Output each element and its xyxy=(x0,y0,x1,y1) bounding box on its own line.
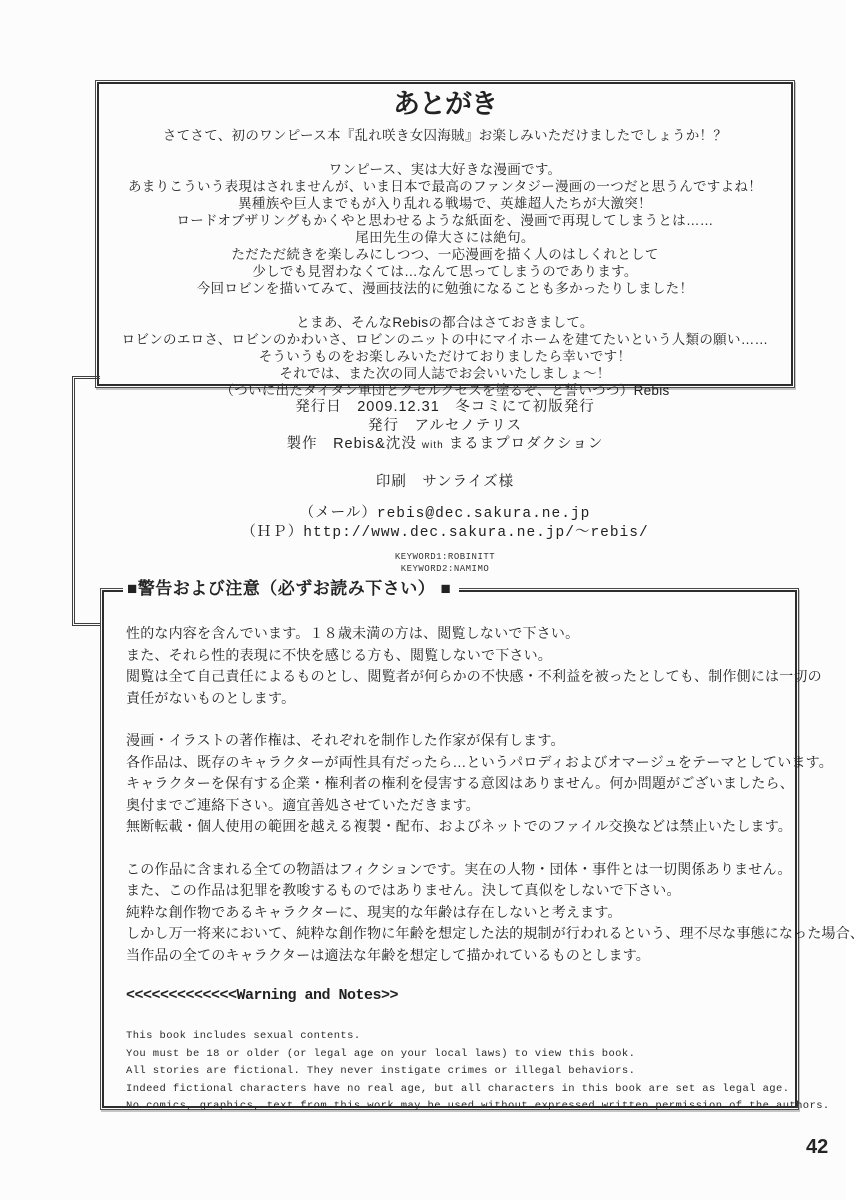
warning-line: しかし万一将来において、純粋な創作物に年齢を想定した法的規制が行われるという、理不尽な事態になった場合、 xyxy=(126,925,864,941)
warning-box xyxy=(100,579,864,1112)
colophon-publisher-line: 発行 アルセノテリス xyxy=(368,417,522,434)
warning-line: 当作品の全てのキャラクターは適法な年齢を想定して描かれているものとします。 xyxy=(126,946,650,963)
warning-english-paragraph xyxy=(126,1028,830,1116)
colophon-printer-line: 印刷 サンライズ様 xyxy=(375,473,515,490)
warning-heading-jp: ■警告および注意（必ずお読み下さい） ■ xyxy=(123,579,459,599)
keyword-line-2: KEYWORD2:NAMIMO xyxy=(400,564,490,574)
page-number: 42 xyxy=(806,1136,829,1158)
warning-en-line: All stories are fictional. They never instigate crimes or illegal behaviors. xyxy=(126,1065,636,1077)
warning-paragraph-2 xyxy=(126,730,833,838)
warning-line: また、それら性的表現に不快を感じる方も、閲覧しないで下さい。 xyxy=(126,646,552,663)
afterword-line: そういうものをお楽しみいただけておりましたら幸いです！ xyxy=(258,349,632,364)
warning-line: 閲覧は全て自己責任によるものとし、閲覧者が何らかの不快感・不利益を被ったとしても、制作側には一切の xyxy=(126,668,822,684)
warning-en-line: You must be 18 or older (or legal age on your local laws) to view this book. xyxy=(126,1047,636,1060)
colophon-mail-line: （メール）rebis@dec.sakura.ne.jp xyxy=(299,506,591,522)
warning-paragraph-3 xyxy=(126,859,864,967)
afterword-box xyxy=(95,80,795,398)
afterword-line: 少しでも見習わなくては…なんて思ってしまうのであります。 xyxy=(252,264,638,279)
afterword-line: 異種族や巨人までもが入り乱れる戦場で、英雄超人たちが大激突！ xyxy=(238,196,652,211)
warning-line: 各作品は、既存のキャラクターが両性具有だったら…というパロディおよびオマージュをテーマとしています。 xyxy=(126,753,833,770)
afterword-paragraph-2 xyxy=(96,314,794,399)
afterword-line: ロビンのエロさ、ロビンのかわいさ、ロビンのニットの中にマイホームを建てたいという人類の願い…… xyxy=(121,332,769,347)
colophon xyxy=(95,398,795,575)
warning-en-line: No comics, graphics, text from this work may be used without expressed written permission of the authors. xyxy=(126,1100,830,1112)
warning-line: 純粋な創作物であるキャラクターに、現実的な年齢は存在しないと考えます。 xyxy=(126,903,622,920)
warning-line: 無断転載・個人使用の範囲を越える複製・配布、およびネットでのファイル交換などは禁止いたします。 xyxy=(126,818,792,834)
production-with: with xyxy=(421,440,444,451)
colophon-date-line: 発行日 2009.12.31 冬コミにて初版発行 xyxy=(295,399,595,415)
colophon-keywords xyxy=(95,551,795,575)
warning-en-line: This book includes sexual contents. xyxy=(126,1030,361,1042)
warning-paragraph-1 xyxy=(126,623,822,709)
warning-line: 性的な内容を含んでいます。１８歳未満の方は、閲覧しないで下さい。 xyxy=(126,625,580,641)
production-suffix: まるまプロダクション xyxy=(448,436,604,452)
colophon-production-line xyxy=(95,435,795,456)
afterword-line: それでは、また次の同人誌でお会いいたしましょ～！ xyxy=(279,366,611,381)
afterword-line: ワンピース、実は大好きな漫画です。 xyxy=(328,162,562,177)
afterword-line: ロードオブザリングもかくやと思わせるような紙面を、漫画で再現してしまうとは…… xyxy=(176,213,714,228)
afterword-title: あとがき xyxy=(393,89,497,119)
afterword-line: ただただ続きを楽しみにしつつ、一応漫画を描く人のはしくれとして xyxy=(231,247,659,262)
production-prefix: 製作 Rebis&沈没 xyxy=(286,436,417,452)
afterword-line: 尾田先生の偉大さには絶句。 xyxy=(355,230,535,245)
afterword-line: 今回ロビンを描いてみて、漫画技法的に勉強になることも多かったりしました！ xyxy=(196,281,694,296)
keyword-line-1: KEYWORD1:ROBINITT xyxy=(394,552,496,562)
afterword-line: あまりこういう表現はされませんが、いま日本で最高のファンタジー漫画の一つだと思うんですよね！ xyxy=(128,179,762,194)
warning-en-line: Indeed fictional characters have no real age, but all characters in this book are set as legal age. xyxy=(126,1082,790,1095)
afterword-line: （ついに出たタイタン軍団とクセルクセスを塗るぞ、と誓いつつ）Rebis xyxy=(220,383,670,398)
warning-heading-en: <<<<<<<<<<<<<Warning and Notes>> xyxy=(126,987,399,1004)
colophon-homepage-line: （ＨＰ）http://www.dec.sakura.ne.jp/～rebis/ xyxy=(241,524,649,541)
warning-line: 責任がないものとします。 xyxy=(126,689,296,706)
warning-line: この作品に含まれる全ての物語はフィクションです。実在の人物・団体・事件とは一切関係ありません。 xyxy=(126,860,792,877)
warning-line: 漫画・イラストの著作権は、それぞれを制作した作家が保有します。 xyxy=(126,732,565,748)
afterword-paragraph-1 xyxy=(96,161,794,297)
afterword-intro: さてさて、初のワンピース本『乱れ咲き女囚海賊』お楽しみいただけましたでしょうか！？ xyxy=(162,128,728,143)
warning-line: 奥付までご連絡下さい。適宜善処させていただきます。 xyxy=(126,796,480,813)
warning-line: キャラクターを保有する企業・権利者の権利を侵害する意図はありません。何か問題がございましたら、 xyxy=(126,775,794,791)
afterword-line: とまあ、そんなRebisの都合はさておきまして。 xyxy=(296,315,594,330)
warning-line: また、この作品は犯罪を教唆するものではありません。決して真似をしないで下さい。 xyxy=(126,882,681,898)
